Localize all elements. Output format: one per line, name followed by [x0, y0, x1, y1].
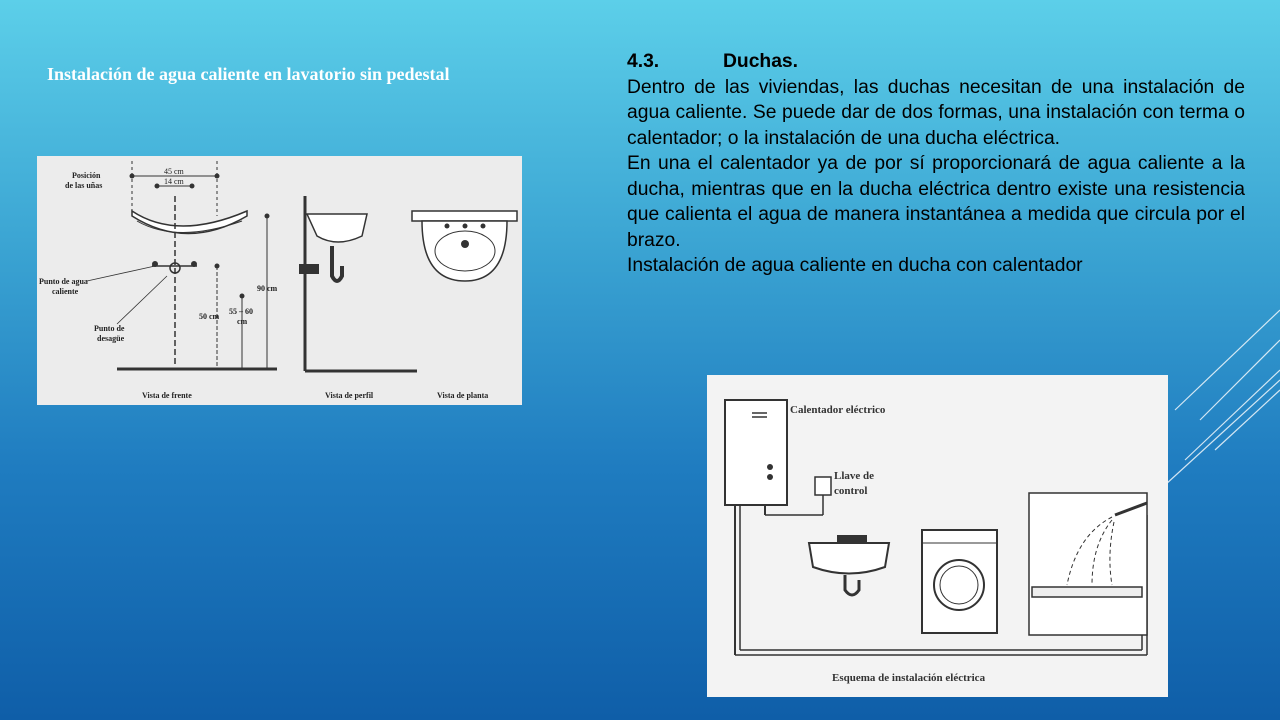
vista-perfil-label: Vista de perfil [325, 391, 374, 400]
posicion-label-2: de las uñas [65, 181, 103, 190]
punto-agua-label-1: Punto de agua [39, 277, 88, 286]
shower-section-caption: Instalación de agua caliente en ducha con calentador [627, 255, 1083, 276]
posicion-label-1: Posición [72, 171, 101, 180]
dim-14cm-label: 14 cm [164, 177, 184, 186]
dim-55-label-1: 55 – 60 [229, 307, 253, 316]
llave-label-1: Llave de [834, 470, 875, 482]
punto-desague-label-2: desagüe [97, 334, 125, 343]
punto-desague-label-1: Punto de [94, 324, 125, 333]
section-title: Duchas. [723, 51, 799, 72]
sink-installation-diagram [37, 156, 522, 405]
dim-90cm-label: 90 cm [257, 284, 278, 293]
heater-installation-diagram [707, 375, 1168, 697]
dim-55-label-2: cm [237, 317, 248, 326]
decorative-lines [1160, 300, 1280, 500]
punto-agua-label-2: caliente [52, 287, 79, 296]
vista-planta-label: Vista de planta [437, 391, 489, 400]
duchas-text-block [627, 49, 1245, 279]
vista-frente-label: Vista de frente [142, 391, 192, 400]
dim-50cm-label: 50 cm [199, 312, 220, 321]
section-heading [627, 49, 1245, 75]
esquema-label: Esquema de instalación eléctrica [832, 672, 986, 684]
sink-section-title: Instalación de agua caliente en lavatorio sin pedestal [47, 64, 450, 84]
dim-45cm-label: 45 cm [164, 167, 184, 176]
section-number: 4.3. [627, 51, 660, 72]
llave-label-2: control [834, 485, 868, 497]
paragraph-2: En una el calentador ya de por sí proporcionará de agua caliente a la ducha, mientras que en la ducha eléctrica dentro existe una resistencia que calienta el agua de manera instantánea a medida que circula por el brazo. [627, 153, 1245, 251]
paragraph-1: Dentro de las viviendas, las duchas necesitan de una instalación de agua caliente. Se puede dar de dos formas, una instalación con terma o calentador; o la instalación de una ducha eléctrica. [627, 76, 1245, 149]
calentador-label: Calentador eléctrico [790, 404, 886, 416]
